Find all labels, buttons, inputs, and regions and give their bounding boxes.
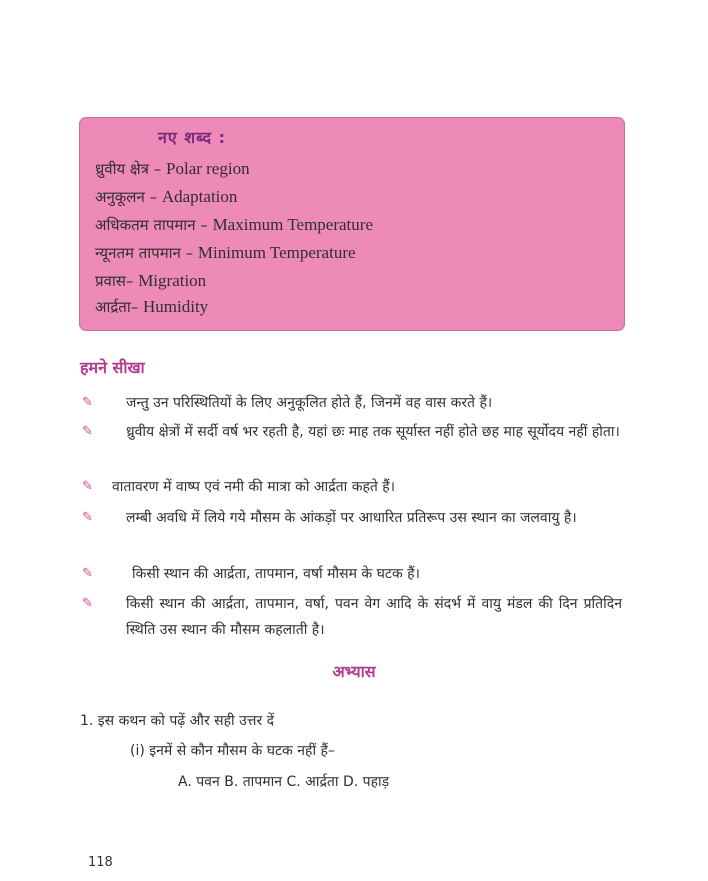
vocabulary-hindi: आर्द्रता <box>95 298 131 316</box>
vocabulary-item <box>95 215 373 235</box>
pencil-mark-icon: ✎ <box>82 566 93 581</box>
learned-item-text: वातावरण में वाष्प एवं नमी की मात्रा को आर्द्रता कहते हैं। <box>112 479 396 495</box>
vocabulary-separator: – <box>144 188 162 206</box>
vocabulary-hindi: न्यूनतम तापमान <box>95 244 181 262</box>
section-heading-learned: हमने सीखा <box>80 358 145 377</box>
vocabulary-english: Polar region <box>166 159 250 178</box>
vocabulary-english: Adaptation <box>161 187 238 206</box>
pencil-mark-icon: ✎ <box>82 596 93 611</box>
vocabulary-separator: – <box>125 272 139 290</box>
pencil-mark-icon: ✎ <box>82 395 93 410</box>
vocabulary-item <box>95 297 208 317</box>
question-1-part-i: (i) इनमें से कौन मौसम के घटक नहीं हैं– <box>130 743 335 759</box>
vocabulary-english: Minimum Temperature <box>197 243 356 262</box>
vocabulary-separator: – <box>195 216 213 234</box>
vocabulary-hindi: अनुकूलन <box>95 188 145 206</box>
learned-item <box>82 561 622 587</box>
pencil-mark-icon: ✎ <box>82 424 93 439</box>
question-1-part-i-options: A. पवन B. तापमान C. आर्द्रता D. पहाड़ <box>178 774 390 790</box>
vocabulary-box <box>79 117 625 331</box>
learned-item-text: लम्बी अवधि में लिये गये मौसम के आंकड़ों पर आधारित प्रतिरूप उस स्थान का जलवायु है। <box>126 510 577 526</box>
pencil-mark-icon: ✎ <box>82 479 93 494</box>
question-1: 1. इस कथन को पढ़ें और सही उत्तर दें <box>80 713 275 729</box>
vocabulary-english: Humidity <box>143 297 209 316</box>
section-heading-exercise: अभ्यास <box>332 662 376 681</box>
vocabulary-item <box>95 159 250 179</box>
vocabulary-hindi: ध्रुवीय क्षेत्र <box>95 160 149 178</box>
learned-item <box>82 591 622 643</box>
learned-item-text: जन्तु उन परिस्थितियों के लिए अनुकूलित होते हैं, जिनमें वह वास करते हैं। <box>126 395 493 411</box>
vocabulary-title: नए शब्द : <box>158 128 226 147</box>
learned-item-text: किसी स्थान की आर्द्रता, तापमान, वर्षा, पवन वेग आदि के संदर्भ में वायु मंडल की दिन प्रतिदिन स्थिति उस स्थान की मौसम कहलाती है। <box>126 596 622 638</box>
vocabulary-separator: – <box>180 244 198 262</box>
vocabulary-item <box>95 271 206 291</box>
learned-item-text: ध्रुवीय क्षेत्रों में सर्दी वर्ष भर रहती है, यहां छः माह तक सूर्यास्त नहीं होते छह माह सूर्योदय नहीं होता। <box>126 424 620 440</box>
vocabulary-hindi: अधिकतम तापमान <box>95 216 196 234</box>
learned-item <box>82 390 622 416</box>
page-number: 118 <box>88 855 113 870</box>
vocabulary-hindi: प्रवास <box>95 272 126 290</box>
learned-item <box>82 419 622 445</box>
vocabulary-english: Maximum Temperature <box>212 215 373 234</box>
vocabulary-separator: – <box>148 160 167 178</box>
learned-item <box>82 505 622 531</box>
learned-item <box>82 474 622 500</box>
vocabulary-item <box>95 243 356 263</box>
pencil-mark-icon: ✎ <box>82 510 93 525</box>
vocabulary-separator: – <box>130 298 144 316</box>
vocabulary-english: Migration <box>138 271 207 290</box>
learned-item-text: किसी स्थान की आर्द्रता, तापमान, वर्षा मौसम के घटक हैं। <box>132 566 420 582</box>
vocabulary-item <box>95 187 237 207</box>
